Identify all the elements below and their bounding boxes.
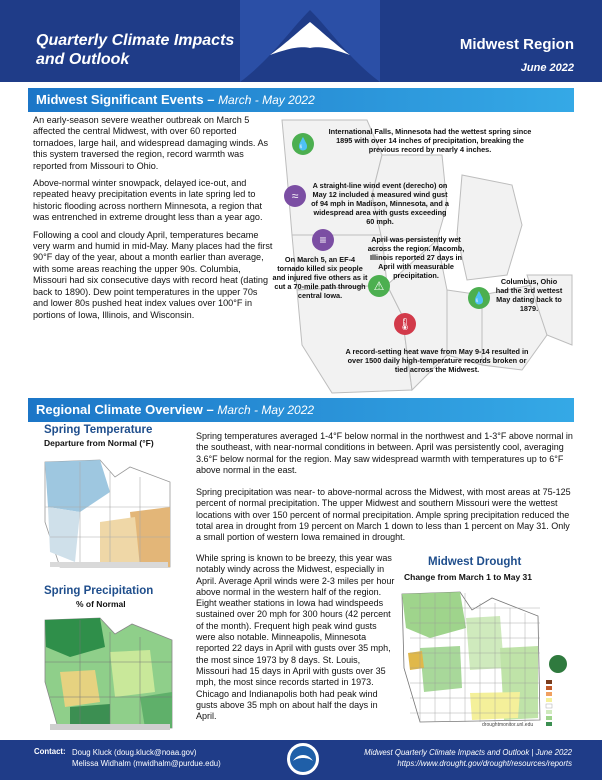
- precip-map-subtitle: % of Normal: [76, 599, 126, 609]
- overview-paragraph-3: While spring is known to be breezy, this year was notably windy across the Midwest, especially in April. Average April winds were 2-3 miles per hour above normal in the western half of the region. Eight weather stations in Iowa had windspeeds sustained over 20 mph for 300 hours (42 percent of the month). Frequent high peak wind gusts were also notable. Minneapolis, Minnesota reported 22 days in April with gusts over 35 mph, the most since 1973 by 8 days. St. Louis, Missouri had 15 days in April with gusts over 35 mph, the most since records started in 1973. Chicago and Indianapolis both had peak wind gusts above 35 mph on about half the days in April.: [196, 553, 395, 722]
- footer-report-name: Midwest Quarterly Climate Impacts and Outlook | June 2022: [364, 748, 572, 757]
- regional-overview-header: Regional Climate Overview – March - May 2022: [28, 398, 574, 422]
- spring-temperature-map: [40, 452, 178, 572]
- overview-paragraph-1: Spring temperatures averaged 1-4°F below normal in the northwest and 1-3°F above normal in the southeast, with near-normal conditions in between. April was persistently cool, averaging 3.6°F below normal for the region. May saw widespread warmth with temperatures up to 6°F above normal in the east.: [196, 431, 573, 475]
- thermometer-icon: 🌡: [394, 313, 416, 335]
- region-title: Midwest Region: [459, 36, 574, 53]
- drought-map-subtitle: Change from March 1 to May 31: [404, 572, 533, 582]
- drought-map-title: Midwest Drought: [428, 556, 522, 568]
- callout-ef4-tornado: On March 5, an EF-4 tornado killed six people and injured five others as it cut a 70-mile path through central Iowa.: [272, 255, 368, 300]
- callout-international-falls: International Falls, Minnesota had the wettest spring since 1895 with over 14 inches of precipitation, breaking the previous record by nearly 4 inches.: [328, 127, 532, 154]
- callout-heat-wave: A record-setting heat wave from May 9-14 resulted in over 1500 daily high-temperature records broken or tied across the Midwest.: [345, 347, 529, 374]
- callout-derecho: A straight-line wind event (derecho) on May 12 included a measured wind gust of 94 mph in Madison, Minnesota, and a widespread area with gusts exceeding 60 mph.: [311, 181, 449, 226]
- wind-icon: ≈: [284, 185, 306, 207]
- report-title: Quarterly Climate Impacts and Outlook: [36, 32, 235, 68]
- significant-events-map: [272, 115, 576, 395]
- drought-change-map: [400, 588, 578, 730]
- gull-logo-icon: [240, 0, 380, 82]
- tornado-icon: ≡: [312, 229, 334, 251]
- raindrops-icon: 💧: [292, 133, 314, 155]
- footer-report-url[interactable]: https://www.drought.gov/drought/resources/reports: [397, 759, 572, 768]
- report-date: June 2022: [520, 62, 574, 74]
- drought-legend: [546, 680, 552, 726]
- contact-label: Contact:: [34, 747, 66, 756]
- precip-map-title: Spring Precipitation: [44, 585, 154, 597]
- events-paragraph-1: An early-season severe weather outbreak on March 5 affected the central Midwest, with over 60 reported tornadoes, large hail, and widespread damaging winds. As this system traversed the region, record warmth was reported from Missouri to Ohio.: [33, 115, 269, 171]
- callout-columbus: Columbus, Ohio had the 3rd wettest May dating back to 1879.: [495, 277, 563, 313]
- contact-kluck[interactable]: Doug Kluck (doug.kluck@noaa.gov): [72, 748, 197, 757]
- footer-citation: [364, 747, 572, 769]
- callout-macomb: April was persistently wet across the region. Macomb, Illinois reported 27 days in April with measurable precipitation.: [367, 235, 465, 280]
- spring-precipitation-map: [40, 612, 178, 734]
- raindrop-icon: 💧: [468, 287, 490, 309]
- overview-paragraph-2: Spring precipitation was near- to above-normal across the Midwest, with most areas at 75-125 percent of normal precipitation. The upper Midwest and southern Missouri were the wettest locations with over 150 percent of normal precipitation. Ample spring precipitation reduced the total area in drought from 19 percent on March 1 down to less than 1 percent on May 31. Only a small portion of western Iowa remained in drought.: [196, 487, 571, 543]
- significant-events-text: [33, 115, 273, 327]
- temp-map-subtitle: Departure from Normal (°F): [44, 438, 154, 448]
- drought-monitor-logo-icon: [549, 655, 567, 673]
- significant-events-header: Midwest Significant Events – March - May 2022: [28, 88, 574, 112]
- contact-widhalm[interactable]: Melissa Widhalm (mwidhalm@purdue.edu): [72, 759, 221, 768]
- noaa-logo-icon: [285, 741, 321, 777]
- contact-list: [72, 747, 221, 769]
- events-paragraph-2: Above-normal winter snowpack, delayed ice-out, and repeated heavy precipitation events in late spring led to historic flooding across northern Minnesota, a region that was entrenched in extreme drought less than a year ago.: [33, 178, 263, 223]
- warning-icon: ⚠: [368, 275, 390, 297]
- temp-map-title: Spring Temperature: [44, 424, 153, 436]
- drought-source-credit: droughtmonitor.unl.edu: [482, 722, 534, 728]
- events-paragraph-3: Following a cool and cloudy April, temperatures became very warm and humid in mid-May. Many places had the first 90°F day of the year, about a month earlier than average, with some areas reaching the upper 90s. Columbia, Missouri had six consecutive days with record heat (dating back to 1890). Dew point temperatures in the upper 70s and lower 80s pushed heat index values over 100°F in portions of Iowa, Illinois, and Wisconsin.: [33, 229, 273, 320]
- page-header: [0, 0, 602, 82]
